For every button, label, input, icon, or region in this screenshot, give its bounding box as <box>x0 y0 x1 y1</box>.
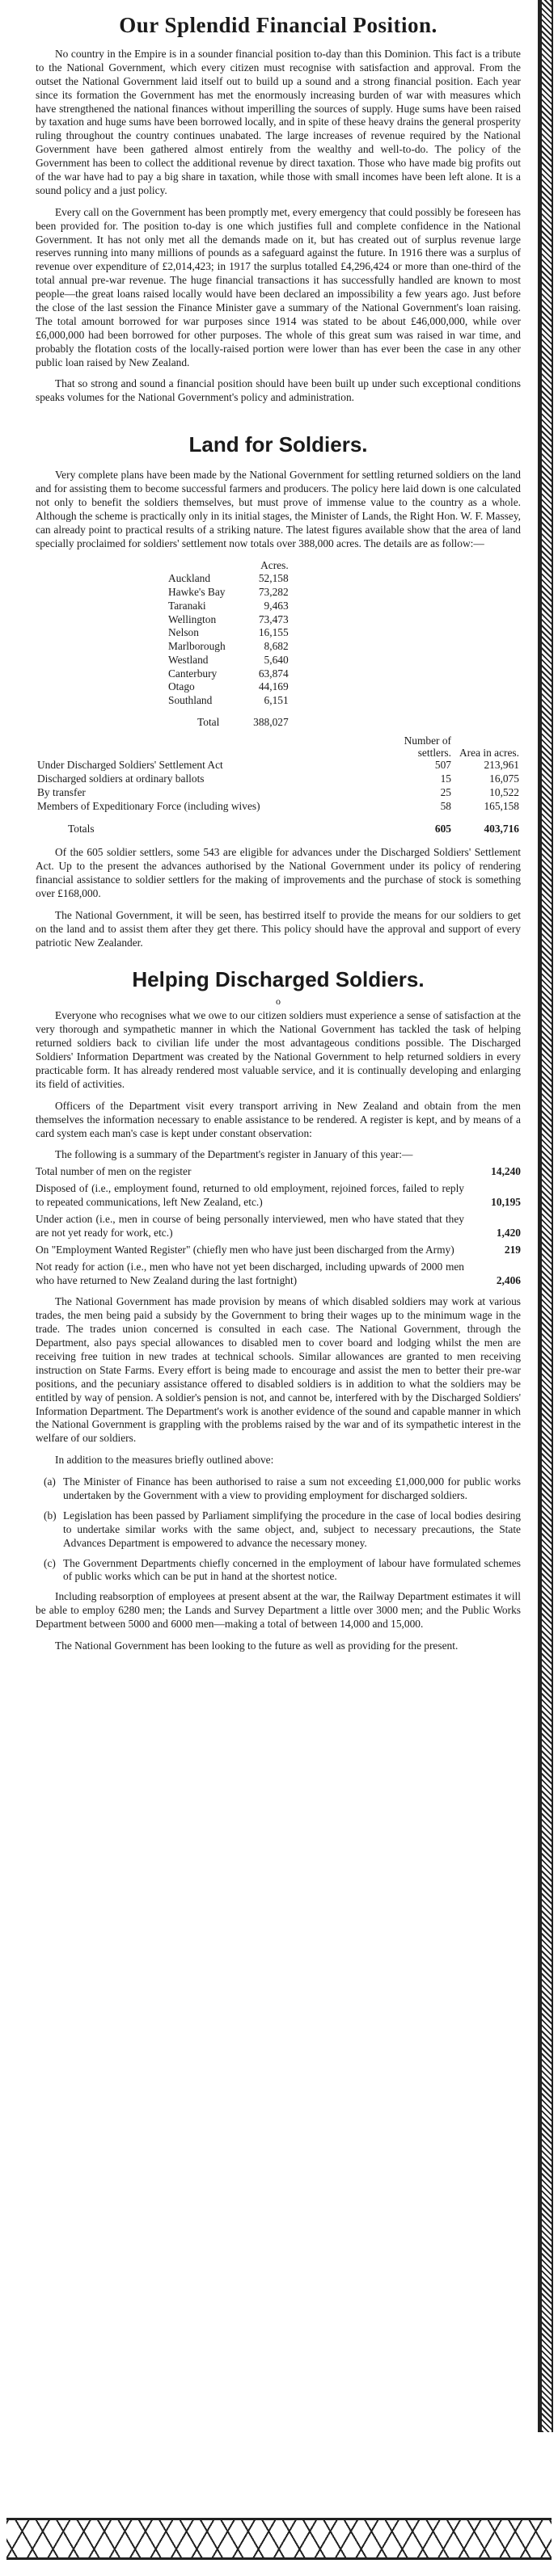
register-label: Disposed of (i.e., employment found, returned to old employment, rejoined forces, failed to reply to repeated communications, left New Zealand, etc.) <box>36 1182 464 1209</box>
register-value: 2,406 <box>496 1273 521 1286</box>
settler-category-row <box>36 800 521 814</box>
district-name: Otago <box>168 680 195 693</box>
number-column-header: Number of settlers. <box>404 734 451 760</box>
measure-item <box>36 1509 521 1551</box>
district-name: Taranaki <box>168 599 206 612</box>
land-total-row <box>165 708 292 730</box>
settler-area: 16,075 <box>489 772 519 785</box>
land-districts-table <box>165 559 292 730</box>
land-district-row <box>165 694 292 708</box>
settler-count: 58 <box>440 799 451 812</box>
land-district-row <box>165 640 292 654</box>
district-name: Westland <box>168 653 209 666</box>
department-register-summary <box>36 1165 521 1287</box>
settlers-total-row <box>36 813 521 836</box>
paragraph: In addition to the measures briefly outlined above: <box>55 1454 274 1467</box>
settler-count: 507 <box>434 759 451 772</box>
settler-category-row <box>36 772 521 786</box>
district-name: Wellington <box>168 612 217 625</box>
paragraph: That so strong and sound a financial position should have been built up under such exceptional conditions speaks volumes for the National Government's policy and administration. <box>36 377 521 404</box>
settler-category-label: Under Discharged Soldiers' Settlement Act <box>37 759 223 772</box>
land-district-row <box>165 667 292 681</box>
district-acres: 9,463 <box>264 599 289 612</box>
paragraph: Everyone who recognises what we owe to our citizen soldiers must experience a sense of satisfaction at the very thorough and sympathetic manner in which the National Government has tackled the task of helping returned soldiers back to civilian life under the most advantageous conditions possible. The Discharged Soldiers' Information Department was created by the National Government to help returned soldiers in every practicable form. It has already rendered most valuable service, and it is continually developing and enlarging its field of activities. <box>36 1009 521 1090</box>
settler-count: 25 <box>440 785 451 798</box>
settlers-total-number: 605 <box>434 823 451 836</box>
register-label: On "Employment Wanted Register" (chiefly men who have just been discharged from the Army) <box>36 1243 454 1256</box>
district-acres: 5,640 <box>264 653 289 666</box>
settler-area: 213,961 <box>484 759 519 772</box>
land-district-row <box>165 654 292 667</box>
district-name: Auckland <box>168 572 211 585</box>
district-acres: 73,473 <box>258 612 289 625</box>
land-body-paragraphs <box>36 846 521 949</box>
paragraph: The National Government has made provision by means of which disabled soldiers may work at various trades, the men being paid a subsidy by the Government to bring their wages up to the minimum wage in the trade. The trades union concerned is consulted in each case. The National Government, through the Department, also pays special allowances to disabled men to cover board and lodging whilst the men are receiving free tuition in new trades at technical schools. Similar allowances are granted to men receiving instruction on State Farms. Every effort is being made to encourage and assist the men to better their pre-war positions, and the pecuniary assistance offered to disabled soldiers is in addition to what the soldiers may be entitled by way of pension. A soldier's pension is not, and cannot be, interfered with by the Discharged Soldiers' Information Department. The Department's work is another evidence of the sound and capable manner in which the National Government is grappling with the problems raised by the war and of its sympathetic interest in the welfare of our soldiers. <box>36 1295 521 1445</box>
measure-item <box>36 1475 521 1503</box>
settler-category-row <box>36 786 521 800</box>
district-acres: 52,158 <box>258 572 289 585</box>
register-row <box>36 1182 521 1210</box>
land-intro-paragraph: Very complete plans have been made by the National Government for settling returned soldiers on the land and for assisting them to become successful farmers and producers. The policy here laid down is one calculated not only to benefit the soldiers themselves, but must prove of immense value to the country as a whole. Although the scheme is practically only in its initial stages, the Minister of Lands, the Right Hon. W. F. Massey, can already point to practical results of a striking nature. The latest figures available show that the area of land specially proclaimed for soldiers' settlement now totals over 388,000 acres. The details are as follow:— <box>36 469 521 549</box>
register-row <box>36 1244 521 1257</box>
settlers-total-area: 403,716 <box>484 823 519 836</box>
register-value: 1,420 <box>496 1226 521 1239</box>
settler-area: 165,158 <box>484 799 519 812</box>
land-district-row <box>165 613 292 627</box>
paragraph: The National Government has been looking to the future as well as providing for the present. <box>55 1639 459 1652</box>
register-label: Total number of men on the register <box>36 1165 192 1178</box>
settler-count: 15 <box>440 772 451 785</box>
article-column <box>36 13 521 1653</box>
land-district-row <box>165 572 292 586</box>
measures-list <box>36 1475 521 1584</box>
district-name: Canterbury <box>168 667 218 680</box>
settler-category-label: Discharged soldiers at ordinary ballots <box>37 772 205 785</box>
district-acres: 73,282 <box>258 586 289 599</box>
register-value: 219 <box>504 1243 521 1256</box>
settler-category-label: Members of Expeditionary Force (including wives) <box>37 799 260 812</box>
land-total-acres: 388,027 <box>253 715 289 728</box>
district-acres: 44,169 <box>258 680 289 693</box>
paragraph: No country in the Empire is in a sounder financial position to-day than this Dominion. This fact is a tribute to the National Government, which every citizen must recognise with satisfaction and approval. From the outset the National Government laid itself out to build up a sound and a strong financial position. Each year since its formation the Government has met the enormously increasing burden of war with measures which have strengthened the national finances without imperilling the sources of supply. Huge sums have been raised by taxation and huge sums have been borrowed locally, and in spite of these heavy drains the general prosperity ruling throughout the country continues unabated. The large increases of revenue required by the National Government have been gathered almost entirely from the wealthy and well-to-do. The policy of the Government has been to collect the additional revenue by direct taxation. Those who have made big profits out of the war have had to pay a big share in taxation, while those with small incomes have been left alone. It is a sound policy and a just policy. <box>36 48 521 196</box>
settler-category-label: By transfer <box>37 785 86 798</box>
district-acres: 6,151 <box>264 694 289 707</box>
land-total-label: Total <box>197 715 220 728</box>
decorative-right-border <box>540 0 553 2432</box>
paragraph: The following is a summary of the Department's register in January of this year:— <box>55 1148 413 1161</box>
land-district-row <box>165 586 292 600</box>
register-value: 10,195 <box>491 1196 521 1209</box>
financial-position-body <box>36 48 521 405</box>
measure-marker: (a) <box>44 1475 56 1488</box>
acres-column-header: Acres. <box>260 558 289 571</box>
soldier-settlers-table <box>36 734 521 837</box>
settlers-total-label: Totals <box>68 823 95 836</box>
paragraph: Every call on the Government has been promptly met, every emergency that could possibly be foreseen has been provided for. The position to-day is one which justifies full and complete confidence in the National Government. It has not only met all the demands made on it, but has created out of surplus revenue large reserves running into many millions of pounds as a safeguard against the future. In 1916 there was a surplus of revenue over expenditure of £2,014,423; in 1917 the surplus totalled £4,296,424 or more than one-third of the total annual pre-war revenue. The huge financial transactions it has successfully handled are known to most people—the great loans raised locally would have been declared an impossibility a few years ago. Just before the close of the last session the Finance Minister gave a summary of the National Government's loan raising. The total amount borrowed for war purposes since 1914 was stated to be about £46,000,000, while over £6,000,000 had been borrowed for other purposes. The whole of this great sum was raised in war time, and probably the flotation costs of the locally-raised portion were lower than has ever been the case in any other public loan raised by New Zealand. <box>36 205 521 368</box>
land-district-row <box>165 626 292 640</box>
measure-text: The Government Departments chiefly concerned in the employment of labour have formulated schemes of public works which can be put in hand at the shortest notice. <box>63 1556 521 1583</box>
district-acres: 63,874 <box>258 667 289 680</box>
decorative-bottom-border <box>6 2518 552 2560</box>
helping-closing-paragraphs <box>36 1590 521 1653</box>
paragraph: Of the 605 soldier settlers, some 543 are eligible for advances under the Discharged Soldiers' Settlement Act. Up to the present the advances authorised by the National Government under its policy of rendering financial assistance to soldier settlers for the making of improvements and the purchase of stock is something over £168,000. <box>36 846 521 899</box>
measure-text: The Minister of Finance has been authorised to raise a sum not exceeding £1,000,000 for public works undertaken by the Government with a view to providing employment for discharged soldiers. <box>63 1475 521 1502</box>
district-name: Nelson <box>168 626 199 639</box>
district-name: Hawke's Bay <box>168 586 226 599</box>
financial-position-heading: Our Splendid Financial Position. <box>119 13 438 37</box>
measure-marker: (c) <box>44 1556 56 1569</box>
district-acres: 8,682 <box>264 640 289 653</box>
district-name: Marlborough <box>168 640 226 653</box>
heading-ornament: o <box>276 995 281 1008</box>
register-value: 14,240 <box>491 1165 521 1178</box>
district-name: Southland <box>168 694 213 707</box>
land-district-row <box>165 600 292 613</box>
decorative-right-rule <box>538 0 540 2432</box>
measure-item <box>36 1557 521 1585</box>
measure-marker: (b) <box>44 1509 57 1522</box>
district-acres: 16,155 <box>258 626 289 639</box>
land-for-soldiers-heading: Land for Soldiers. <box>188 432 368 457</box>
paragraph: Including reabsorption of employees at present absent at the war, the Railway Department estimates it will be able to employ 6280 men; the Lands and Survey Department a little over 3000 men; and the Public Works Department between 5000 and 6000 men—making a total of between 14,000 and 15,000. <box>36 1590 521 1631</box>
paragraph: The National Government, it will be seen, has bestirred itself to provide the means for our soldiers to get on the land and to assist them after they get there. This policy should have the approval and support of every patriotic New Zealander. <box>36 908 521 949</box>
area-column-header: Area in acres. <box>459 747 519 760</box>
paragraph: Officers of the Department visit every transport arriving in New Zealand and obtain from the men themselves the information necessary to enable assistance to be rendered. A register is kept, and by means of a card system each man's case is kept under constant observation: <box>36 1099 521 1139</box>
helping-body-paragraphs <box>36 1295 521 1467</box>
register-row <box>36 1213 521 1240</box>
settler-category-row <box>36 759 521 772</box>
measure-text: Legislation has been passed by Parliament simplifying the procedure in the case of local bodies desiring to undertake similar works with the same object, and, subject to necessary precautions, the State Advances Department is empowered to advance the necessary money. <box>63 1509 521 1549</box>
register-label: Not ready for action (i.e., men who have not yet been discharged, including upwards of 2000 men who have returned to New Zealand during the last fortnight) <box>36 1260 464 1286</box>
settler-area: 10,522 <box>489 785 519 798</box>
register-row <box>36 1165 521 1179</box>
helping-intro-paragraphs <box>36 1009 521 1162</box>
register-label: Under action (i.e., men in course of being personally interviewed, men who have stated that they are not yet ready for work, etc.) <box>36 1212 464 1239</box>
helping-soldiers-heading: Helping Discharged Soldiers. <box>132 967 425 992</box>
register-row <box>36 1261 521 1288</box>
land-district-row <box>165 680 292 694</box>
